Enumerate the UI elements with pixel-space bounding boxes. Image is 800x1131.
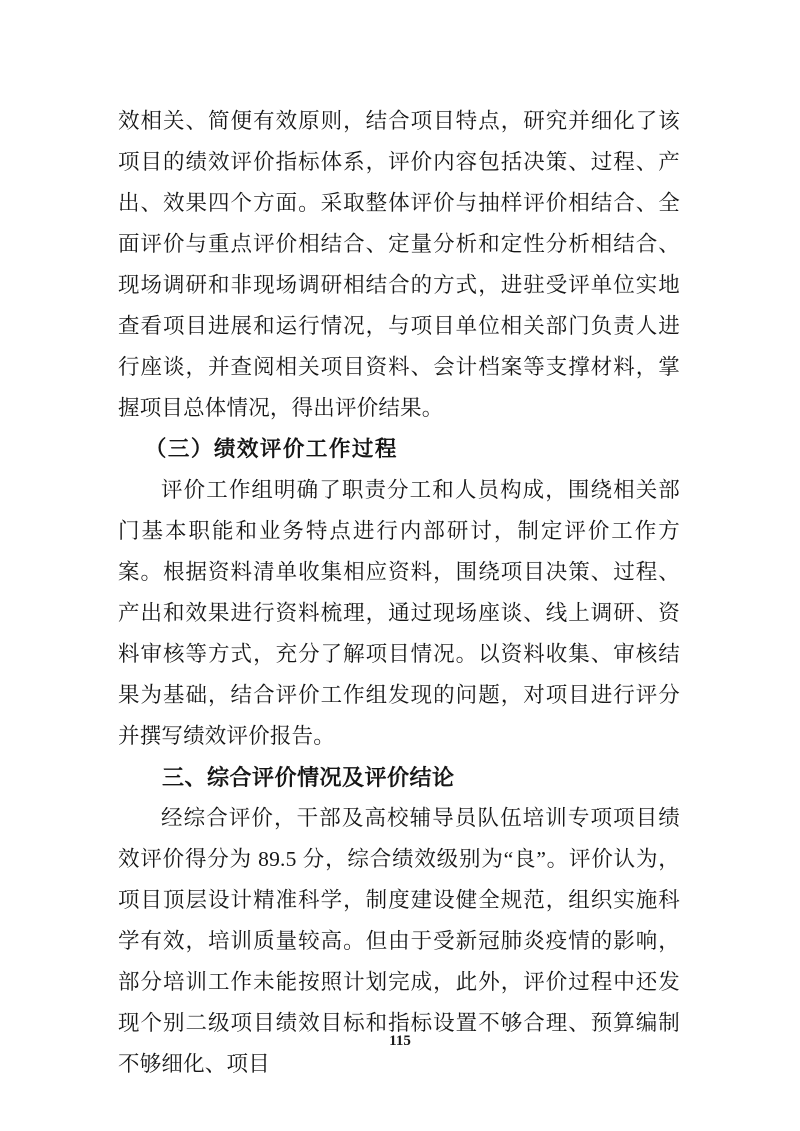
paragraph-evaluation-work-process: 评价工作组明确了职责分工和人员构成，围绕相关部门基本职能和业务特点进行内部研讨，制定评价工作方案。根据资料清单收集相应资料，围绕项目决策、过程、产出和效果进行资料梳理，通过现场座谈、线上调研、资料审核等方式，充分了解项目情况。以资料收集、审核结果为基础，结合评价工作组发现的问题，对项目进行评分并撰写绩效评价报告。 <box>118 478 680 748</box>
page-number: 115 <box>389 1033 411 1049</box>
paragraph-evaluation-method-continuation: 效相关、简便有效原则，结合项目特点，研究并细化了该项目的绩效评价指标体系，评价内容包括决策、过程、产出、效果四个方面。采取整体评价与抽样评价相结合、全面评价与重点评价相结合、定量分析和定性分析相结合、现场调研和非现场调研相结合的方式，进驻受评单位实地查看项目进展和运行情况，与项目单位相关部门负责人进行座谈，并查阅相关项目资料、会计档案等支撑材料，掌握项目总体情况，得出评价结果。 <box>118 109 680 420</box>
paragraph-evaluation-conclusion: 经综合评价，干部及高校辅导员队伍培训专项项目绩效评价得分为 89.5 分，综合绩效级别为“良”。评价认为，项目顶层设计精准科学，制度建设健全规范，组织实施科学有效，培训质量较高。但由于受新冠肺炎疫情的影响，部分培训工作未能按照计划完成，此外，评价过程中还发现个别二级项目绩效目标和指标设置不够合理、预算编制不够细化、项目 <box>118 806 680 1076</box>
page-content <box>118 0 680 1085</box>
heading-comprehensive-evaluation-conclusion: 三、综合评价情况及评价结论 <box>162 765 455 790</box>
heading-evaluation-work-process: （三）绩效评价工作过程 <box>144 437 398 461</box>
